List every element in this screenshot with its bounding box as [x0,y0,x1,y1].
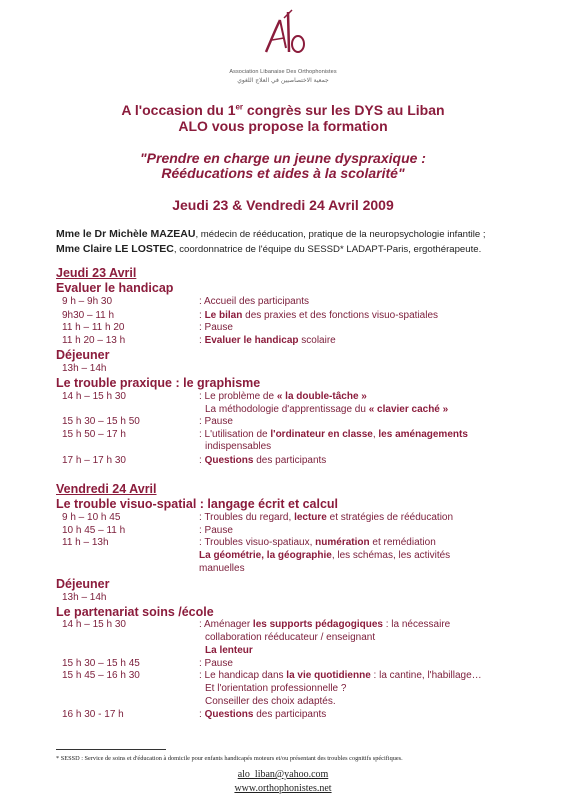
schedule-time: 9h30 – 11 h [62,310,115,321]
schedule-time: 11 h – 13h [62,537,109,548]
schedule-time: 10 h 45 – 11 h [62,525,126,536]
course-title-line-2: Rééducations et aides à la scolarité" [161,165,405,181]
heading-line-1: A l'occasion du 1er congrès sur les DYS au Liban [121,102,445,118]
schedule-time: 15 h 30 – 15 h 45 [62,658,140,669]
course-dates: Jeudi 23 & Vendredi 24 Avril 2009 [172,197,394,213]
schedule-time: 13h – 14h [62,363,107,374]
schedule-desc-continued: Et l'orientation professionnelle ? [205,683,347,694]
schedule-desc: : Accueil des participants [199,296,310,307]
schedule-desc: : Questions des participants [199,709,327,720]
schedule-desc-continued: indispensables [205,441,272,452]
schedule-time: 16 h 30 - 17 h [62,709,124,720]
schedule-desc: : Pause [199,525,233,536]
day2-lunch: Déjeuner [56,577,110,591]
schedule-time: 17 h – 17 h 30 [62,455,126,466]
website-link[interactable]: www.orthophonistes.net [234,783,332,794]
course-title-line-1: "Prendre en charge un jeune dyspraxique : [140,150,426,166]
alo-logo-icon [258,8,308,64]
schedule-desc: : Pause [199,658,233,669]
schedule-desc: : Le bilan des praxies et des fonctions visuo-spatiales [199,310,439,321]
day1-label: Jeudi 23 Avril [56,266,137,280]
schedule-time: 14 h – 15 h 30 [62,619,126,630]
email-link[interactable]: alo_liban@yahoo.com [237,769,329,780]
schedule-time: 13h – 14h [62,592,107,603]
schedule-desc-continued: manuelles [199,563,245,574]
schedule-time: 15 h 50 – 17 h [62,429,126,440]
schedule-desc: : Troubles visuo-spatiaux, numération et remédiation [199,537,436,548]
schedule-time: 14 h – 15 h 30 [62,391,126,402]
schedule-time: 11 h 20 – 13 h [62,335,126,346]
schedule-desc: : Pause [199,416,233,427]
schedule-time: 11 h – 11 h 20 [62,322,125,333]
schedule-time: 15 h 45 – 16 h 30 [62,670,140,681]
schedule-desc: : Pause [199,322,233,333]
schedule-desc: : Troubles du regard, lecture et stratégies de rééducation [199,512,454,523]
schedule-desc: : Evaluer le handicap scolaire [199,335,336,346]
day1-section-2: Le trouble praxique : le graphisme [56,376,261,390]
schedule-desc-continued: La géométrie, la géographie, les schémas, les activités [199,550,451,561]
association-name-arabic: جمعية الاختصاصيين في العلاج اللغوي [237,77,329,84]
speaker-1: Mme le Dr Michèle MAZEAU, médecin de rééducation, pratique de la neuropsychologie infantile ; [56,228,486,240]
speaker-2: Mme Claire LE LOSTEC, coordonnatrice de l'équipe du SESSD* LADAPT-Paris, ergothérapeute. [56,243,482,255]
schedule-desc: : L'utilisation de l'ordinateur en classe, les aménagements [199,429,468,440]
day2-section-1: Le trouble visuo-spatial : langage écrit et calcul [56,497,339,511]
schedule-desc-continued: collaboration rééducateur / enseignant [205,632,376,643]
day2-label: Vendredi 24 Avril [56,482,157,496]
schedule-desc-continued: Conseiller des choix adaptés. [205,696,336,707]
schedule-time: 15 h 30 – 15 h 50 [62,416,140,427]
footnote: * SESSD : Service de soins et d'éducation à domicile pour enfants handicapés moteurs et/ou présentant des troubles cognitifs spécifiques. [56,755,403,762]
schedule-desc: : Aménager les supports pédagogiques : la nécessaire [199,619,451,630]
schedule-time: 9 h – 9h 30 [62,296,113,307]
day1-lunch: Déjeuner [56,348,110,362]
schedule-desc-continued: La méthodologie d'apprentissage du « clavier caché » [205,404,449,415]
schedule-desc-continued: La lenteur [205,645,253,656]
schedule-time: 9 h – 10 h 45 [62,512,121,523]
heading-line-2: ALO vous propose la formation [178,118,388,134]
schedule-desc: : Le handicap dans la vie quotidienne : la cantine, l'habillage… [199,670,482,681]
day2-section-2: Le partenariat soins /école [56,605,214,619]
schedule-desc: : Questions des participants [199,455,327,466]
schedule-desc: : Le problème de « la double-tâche » [199,391,367,402]
footnote-divider [56,749,166,750]
association-name: Association Libanaise Des Orthophonistes [229,69,337,75]
day1-section-1: Evaluer le handicap [56,281,174,295]
